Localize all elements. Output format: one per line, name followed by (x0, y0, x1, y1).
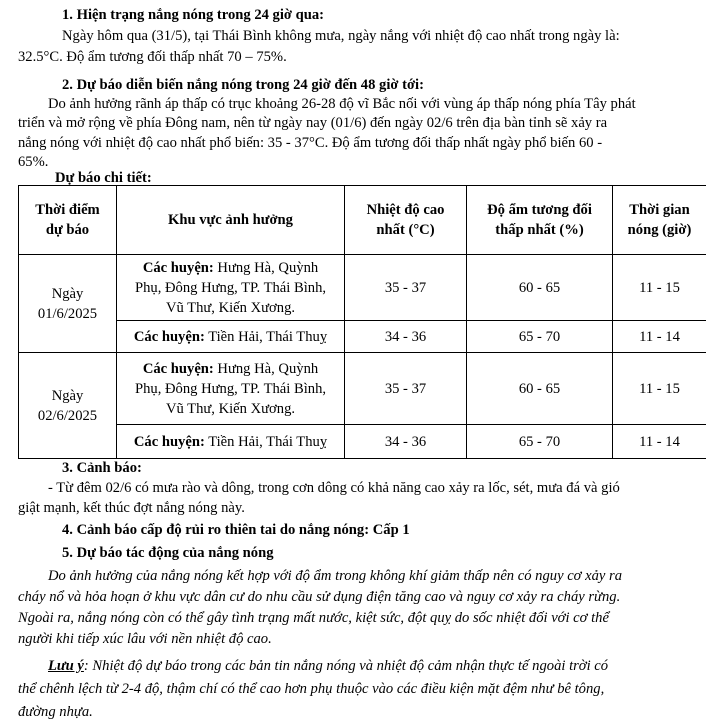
table-row (19, 353, 706, 425)
header-time: Thời điểm dự báo (19, 186, 117, 255)
section2-line: 65%. (18, 154, 49, 170)
note-line: đường nhựa. (18, 704, 93, 720)
section3-line: - Từ đêm 02/6 có mưa rào và dông, trong cơn dông có khả năng cao xảy ra lốc, sét, mưa đá và gió (48, 480, 620, 496)
duration-cell: 11 - 15 (613, 353, 706, 425)
section2-title: 2. Dự báo diễn biến nắng nóng trong 24 giờ đến 48 giờ tới: (62, 77, 424, 93)
section2-line: nắng nóng với nhiệt độ cao nhất phổ biến: 35 - 37°C. Độ ẩm tương đối thấp nhất ngày phổ biến 60 - (18, 135, 603, 151)
area-cell: Các huyện: Tiền Hải, Thái Thuỵ (117, 321, 345, 353)
header-duration: Thời gian nóng (giờ) (613, 186, 706, 255)
table-row (19, 425, 706, 459)
section5-line: cháy nổ và hỏa hoạn ở khu vực dân cư do nhu cầu sử dụng điện tăng cao và nguy cơ xảy ra cháy rừng. (18, 589, 621, 605)
section2-line: Do ảnh hưởng rãnh áp thấp có trục khoảng 26-28 độ vĩ Bắc nối với vùng áp thấp nóng phía Tây phát (48, 96, 636, 112)
section3-line: giật mạnh, kết thúc đợt nắng nóng này. (18, 500, 245, 516)
section2-line: triển và mở rộng về phía Đông nam, nên từ ngày nay (01/6) đến ngày 02/6 trên địa bàn tỉnh sẽ xảy ra (18, 115, 608, 131)
section1-line: 32.5°C. Độ ẩm tương đối thấp nhất 70 – 75%. (18, 49, 287, 65)
temp-cell: 35 - 37 (345, 353, 467, 425)
temp-cell: 35 - 37 (345, 255, 467, 321)
detail-forecast-title: Dự báo chi tiết: (55, 170, 152, 186)
section3-title: 3. Cảnh báo: (62, 460, 142, 476)
table-header-row (19, 186, 706, 255)
note-line: thể chênh lệch từ 2-4 độ, thậm chí có thể cao hơn phụ thuộc vào các điều kiện mặt đệm như bê tông, (18, 681, 605, 697)
section5-title: 5. Dự báo tác động của nắng nóng (62, 545, 274, 561)
section4-title: 4. Cảnh báo cấp độ rủi ro thiên tai do nắng nóng: Cấp 1 (62, 522, 410, 538)
day-cell: Ngày 02/6/2025 (19, 353, 117, 459)
area-cell: Các huyện: Tiền Hải, Thái Thuỵ (117, 425, 345, 459)
section5-line: Ngoài ra, nắng nóng còn có thể gây tình trạng mất nước, kiệt sức, đột quỵ do sốc nhiệt đối với cơ thể (18, 610, 609, 626)
duration-cell: 11 - 15 (613, 255, 706, 321)
section5-line: Do ảnh hưởng của nắng nóng kết hợp với độ ẩm trong không khí giảm thấp nên có nguy cơ xảy ra (48, 568, 622, 584)
humidity-cell: 65 - 70 (467, 321, 613, 353)
header-temp: Nhiệt độ cao nhất (°C) (345, 186, 467, 255)
header-humidity: Độ ẩm tương đối thấp nhất (%) (467, 186, 613, 255)
area-cell: Các huyện: Hưng Hà, Quỳnh Phụ, Đông Hưng, TP. Thái Bình, Vũ Thư, Kiến Xương. (117, 353, 345, 425)
section1-line: Ngày hôm qua (31/5), tại Thái Bình không mưa, ngày nắng với nhiệt độ cao nhất trong ngày là: (62, 28, 620, 44)
duration-cell: 11 - 14 (613, 425, 706, 459)
table-row (19, 255, 706, 321)
section5-line: người khi tiếp xúc lâu với nền nhiệt độ cao. (18, 631, 272, 647)
day-cell: Ngày 01/6/2025 (19, 255, 117, 353)
note-label: Lưu ý (48, 658, 84, 674)
humidity-cell: 60 - 65 (467, 255, 613, 321)
area-cell: Các huyện: Hưng Hà, Quỳnh Phụ, Đông Hưng, TP. Thái Bình, Vũ Thư, Kiến Xương. (117, 255, 345, 321)
header-area: Khu vực ảnh hưởng (117, 186, 345, 255)
forecast-table (18, 185, 706, 459)
humidity-cell: 65 - 70 (467, 425, 613, 459)
humidity-cell: 60 - 65 (467, 353, 613, 425)
note-line: Lưu ý: Nhiệt độ dự báo trong các bản tin nắng nóng và nhiệt độ cảm nhận thực tế ngoài trời có (48, 658, 609, 674)
table-row (19, 321, 706, 353)
temp-cell: 34 - 36 (345, 321, 467, 353)
section1-title: 1. Hiện trạng nắng nóng trong 24 giờ qua: (62, 7, 325, 23)
temp-cell: 34 - 36 (345, 425, 467, 459)
duration-cell: 11 - 14 (613, 321, 706, 353)
